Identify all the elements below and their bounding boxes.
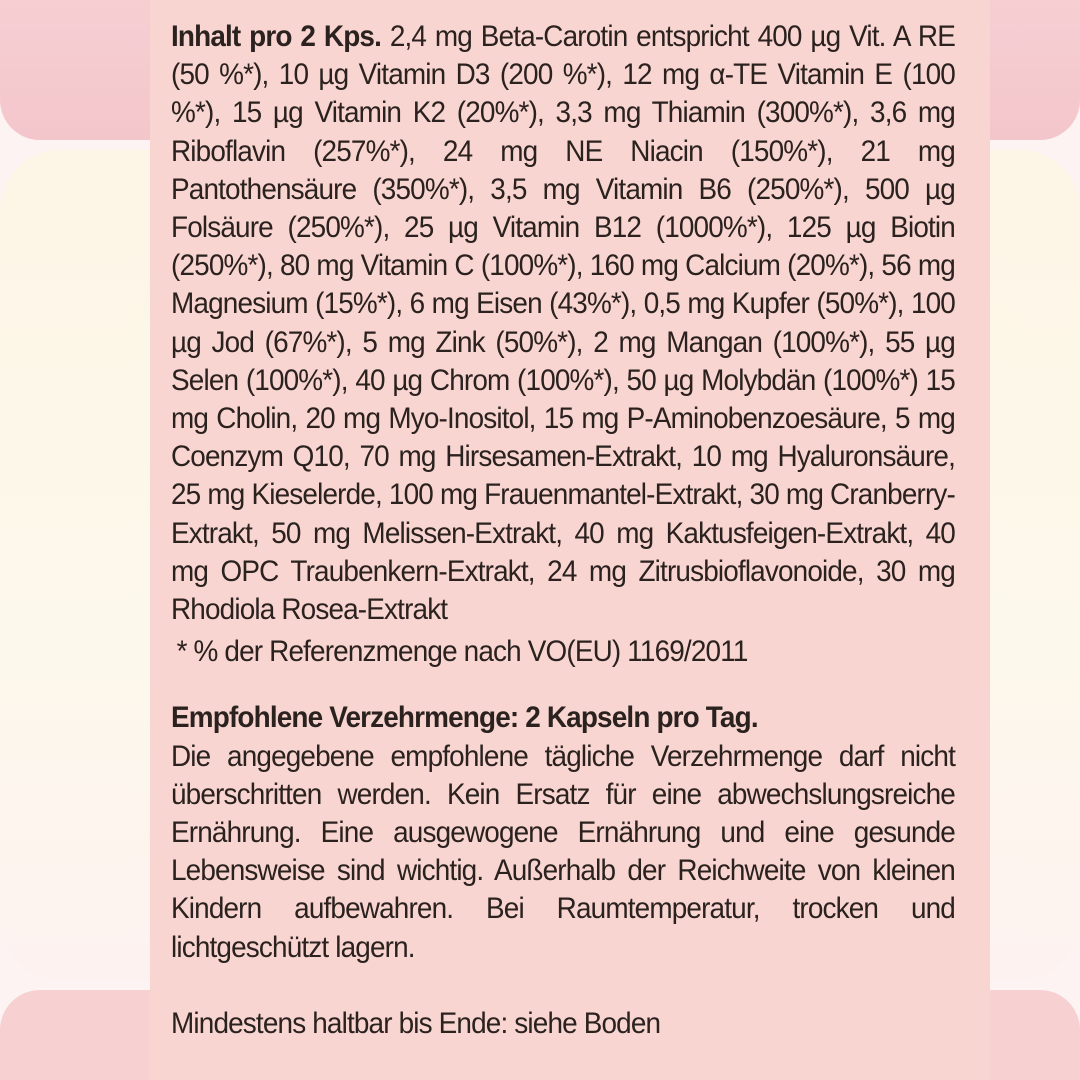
- ingredients-label: Inhalt pro 2 Kps.: [171, 20, 382, 53]
- reference-footnote: * % der Referenzmenge nach VO(EU) 1169/2011: [176, 635, 748, 669]
- ingredients-text: 2,4 mg Beta-Carotin entspricht 400 µg Vit. A RE (50 %*), 10 µg Vitamin D3 (200 %*), 12 mg α-TE Vitamin E (100 %*), 15 µg Vitamin K2 (20%*), 3,3 mg Thiamin (300%*), 3,6 mg Riboflavin (257%*), 24 mg NE Niacin (150%*), 21 mg Pantothensäure (350%*), 3,5 mg Vitamin B6 (250%*), 500 µg Folsäure (250%*), 25 µg Vitamin B12 (1000%*), 125 µg Biotin (250%*), 80 mg Vitamin C (100%*), 160 mg Calcium (20%*), 56 mg Magnesium (15%*), 6 mg Eisen (43%*), 0,5 mg Kupfer (50%*), 100 µg Jod (67%*), 5 mg Zink (50%*), 2 mg Mangan (100%*), 55 µg Selen (100%*), 40 µg Chrom (100%*), 50 µg Molybdän (100%*) 15 mg Cholin, 20 mg Myo-Inositol, 15 mg P-Aminobenzoesäure, 5 mg Coenzym Q10, 70 mg Hirsesamen-Extrakt, 10 mg Hyaluronsäure, 25 mg Kieselerde, 100 mg Frauenmantel-Extrakt, 30 mg Cranberry-Extrakt, 50 mg Melissen-Extrakt, 40 mg Kaktusfeigen-Extrakt, 40 mg OPC Traubenkern-Extrakt, 24 mg Zitrusbioflavonoide, 30 mg Rhodiola Rosea-Extrakt: [171, 20, 955, 627]
- recommendation-heading: Empfohlene Verzehrmenge: 2 Kapseln pro Tag.: [171, 701, 758, 735]
- recommendation-text: Die angegebene empfohlene tägliche Verzehrmenge darf nicht überschritten werden. Kein Ersatz für eine abwechslungsreiche Ernährung. Eine ausgewogene Ernährung und eine gesunde Lebensweise sind wichtig. Außerhalb der Reichweite von kleinen Kindern aufbewahren. Bei Raumtemperatur, trocken und lichtgeschützt lagern.: [171, 739, 955, 964]
- best-before-text: Mindestens haltbar bis Ende: siehe Boden: [171, 1006, 661, 1040]
- ingredients-paragraph: [171, 18, 955, 629]
- label-text-block: [171, 18, 955, 1043]
